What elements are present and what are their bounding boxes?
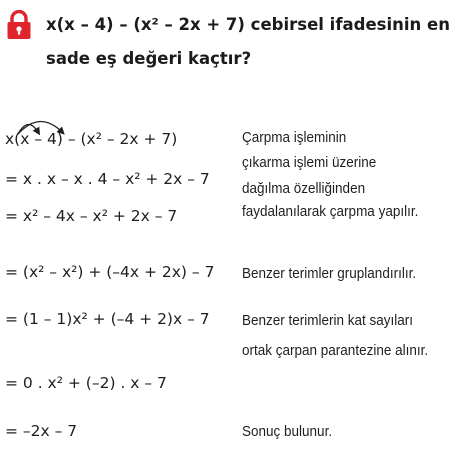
question-line-2: sade eş değeri kaçtır? <box>46 49 252 68</box>
question-line-1: x(x – 4) – (x² – 2x + 7) cebirsel ifadesinin en <box>46 15 450 34</box>
question-text <box>46 8 451 76</box>
step-note: Benzer terimlerin kat sayıları <box>242 312 414 329</box>
step-expression: = x² – 4x – x² + 2x – 7 <box>5 207 178 225</box>
step-note: çıkarma işlemi üzerine <box>242 154 377 171</box>
step-note: dağılma özelliğinden <box>242 180 366 197</box>
step-expression: = 0 . x² + (–2) . x – 7 <box>5 374 167 392</box>
step-expression: x(x – 4) – (x² – 2x + 7) <box>5 130 178 148</box>
step-expression: = (1 – 1)x² + (–4 + 2)x – 7 <box>5 310 210 328</box>
step-expression: = x . x – x . 4 – x² + 2x – 7 <box>5 170 210 188</box>
step-note: faydalanılarak çarpma yapılır. <box>242 203 419 220</box>
step-note: Benzer terimler gruplandırılır. <box>242 265 417 282</box>
step-expression: = (x² – x²) + (–4x + 2x) – 7 <box>5 263 215 281</box>
step-note: Çarpma işleminin <box>242 129 347 146</box>
lock-icon <box>6 10 32 40</box>
step-note: ortak çarpan parantezine alınır. <box>242 342 429 359</box>
step-expression: = –2x – 7 <box>5 422 78 440</box>
step-note: Sonuç bulunur. <box>242 423 333 440</box>
